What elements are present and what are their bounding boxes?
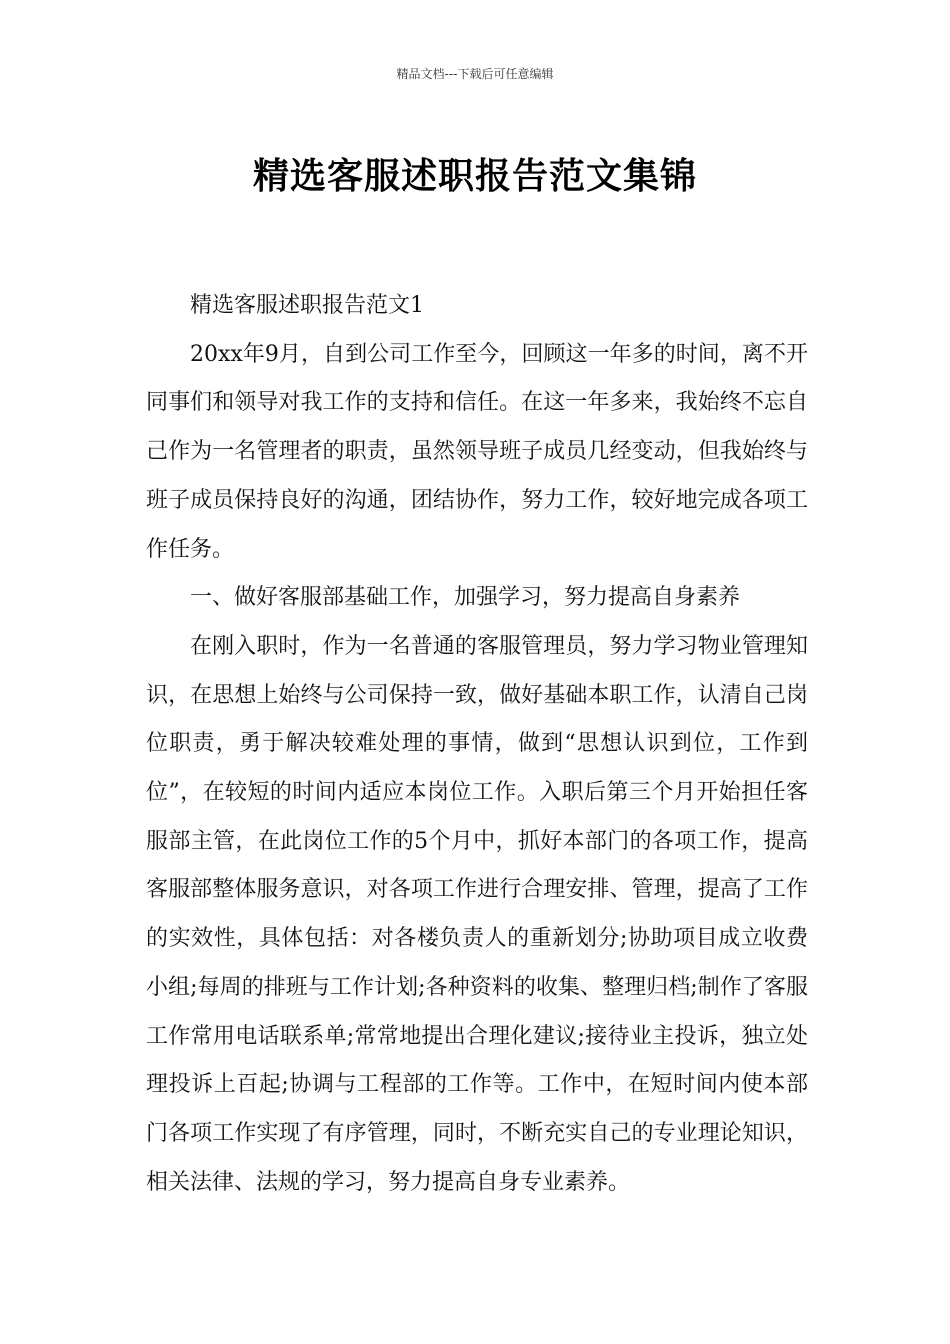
section-heading-1: 精选客服述职报告范文1 [190,293,424,318]
document-title: 精选客服述职报告范文集锦 [252,156,697,198]
document-body [146,282,808,1207]
subsection-heading-1: 一、做好客服部基础工作，加强学习，努力提高自身素养 [190,585,741,611]
paragraph-body: 在刚入职时，作为一名普通的客服管理员，努力学习物业管理知识，在思想上始终与公司保持一致，做好基础本职工作，认清自己岗位职责，勇于解决较难处理的事情，做到“思想认识到位，工作到位”，在较短的时间内适应本岗位工作。入职后第三个月开始担任客服部主管，在此岗位工作的5个月中，抓好本部门的各项工作，提高客服部整体服务意识，对各项工作进行合理安排、管理，提高了工作的实效性，具体包括：对各楼负责人的重新划分;协助项目成立收费小组;每周的排班与工作计划;各种资料的收集、整理归档;制作了客服工作常用电话联系单;常常地提出合理化建议;接待业主投诉，独立处理投诉上百起;协调与工程部的工作等。工作中，在短时间内使本部门各项工作实现了有序管理，同时，不断充实自己的专业理论知识，相关法律、法规的学习，努力提高自身专业素养。 [146,633,808,1195]
page-header: 精品文档---下载后可任意编辑 [396,67,554,81]
paragraph-intro: 20xx年9月，自到公司工作至今，回顾这一年多的时间，离不开同事们和领导对我工作的支持和信任。在这一年多来，我始终不忘自己作为一名管理者的职责，虽然领导班子成员几经变动，但我始终与班子成员保持良好的沟通，团结协作，努力工作，较好地完成各项工作任务。 [146,341,808,562]
